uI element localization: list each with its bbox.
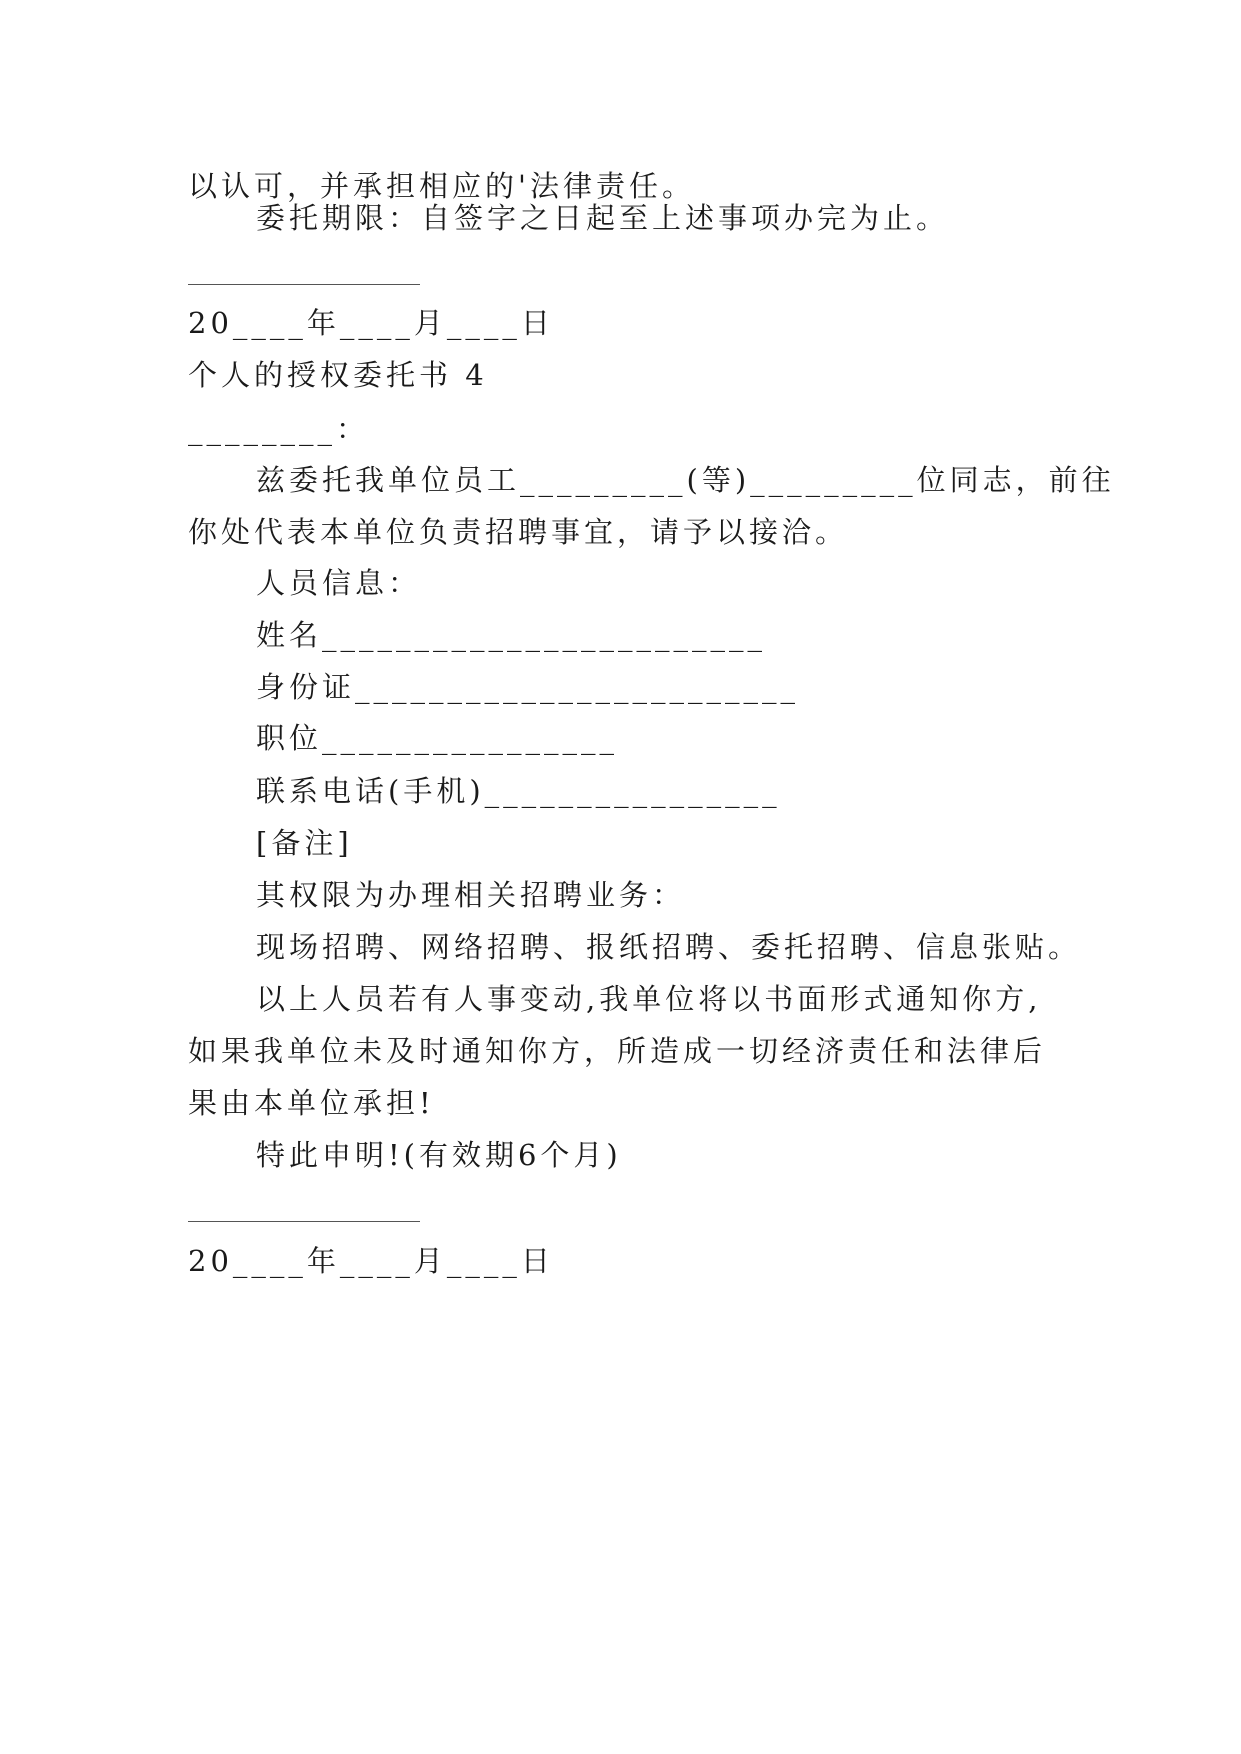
text-line-9: 如果我单位未及时通知你方，所造成一切经济责任和法律后 — [188, 1034, 1047, 1068]
date-line-2: 20____年____月____日 — [188, 1244, 554, 1278]
phone-field-line: 联系电话(手机)________________ — [256, 774, 781, 808]
date-line-1: 20____年____月____日 — [188, 306, 554, 340]
text-line-5: 人员信息： — [256, 566, 422, 600]
text-line-10: 果由本单位承担! — [188, 1086, 435, 1120]
text-line-11: 特此申明!(有效期6个月) — [256, 1138, 622, 1172]
text-line-3: 兹委托我单位员工_________(等)_________位同志，前往 — [256, 463, 1115, 497]
remark-label: [备注] — [256, 826, 353, 860]
name-field-line: 姓名________________________ — [256, 618, 767, 652]
text-line-6: 其权限为办理相关招聘业务： — [256, 878, 686, 912]
signature-line-2 — [188, 1221, 420, 1222]
addressee-line: ________： — [188, 412, 370, 446]
text-line-4: 你处代表本单位负责招聘事宜，请予以接洽。 — [188, 515, 849, 549]
text-line-7: 现场招聘、网络招聘、报纸招聘、委托招聘、信息张贴。 — [256, 930, 1082, 964]
text-line-1: 以认可，并承担相应的'法律责任。 — [188, 169, 695, 203]
position-field-line: 职位________________ — [256, 721, 619, 755]
text-line-2: 委托期限：自签字之日起至上述事项办完为止。 — [256, 201, 950, 235]
text-line-8: 以上人员若有人事变动,我单位将以书面形式通知你方, — [256, 982, 1042, 1016]
signature-line-1 — [188, 284, 420, 285]
id-field-line: 身份证________________________ — [256, 670, 800, 704]
section-title: 个人的授权委托书 4 — [188, 358, 488, 392]
